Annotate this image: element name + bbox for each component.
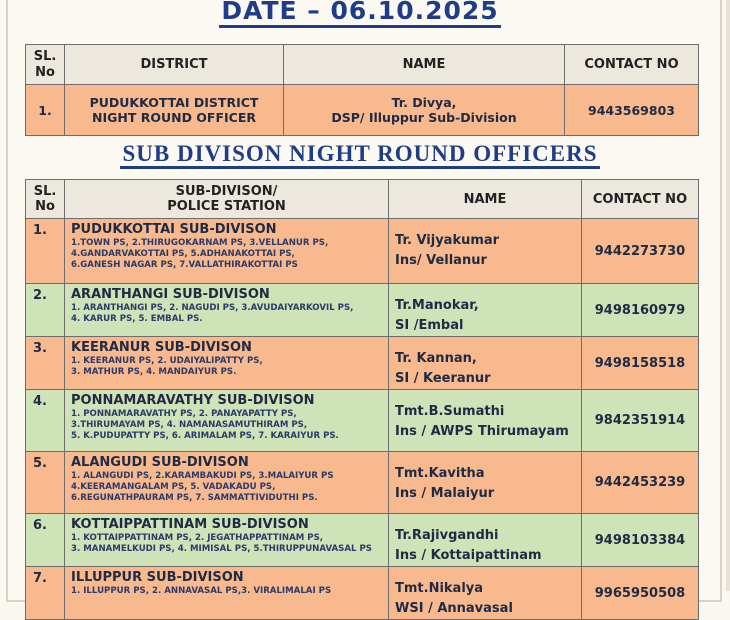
- sub-header-division-l2: POLICE STATION: [167, 199, 286, 214]
- contact-number: 9498158518: [582, 337, 699, 390]
- sub-division-row: [26, 514, 699, 567]
- officer-name: Tr. Vijyakumar: [395, 233, 500, 248]
- officer-cell: [389, 284, 582, 337]
- sub-division-row: [26, 452, 699, 514]
- sub-header-sl: [26, 180, 65, 219]
- police-station-line: 1. KEERANUR PS, 2. UDAIYALIPATTY PS,: [71, 356, 263, 366]
- header-name: NAME: [284, 45, 565, 85]
- district-line-2: NIGHT ROUND OFFICER: [92, 110, 256, 125]
- sub-header-division: [65, 180, 389, 219]
- row-sl: 6.: [26, 514, 65, 567]
- sub-division-name: KOTTAIPPATTINAM SUB-DIVISON: [71, 517, 309, 532]
- police-station-line: 3. MANAMELKUDI PS, 4. MIMISAL PS, 5.THIRUPPUNAVASAL PS: [71, 544, 372, 554]
- contact-number: 9842351914: [582, 390, 699, 452]
- officer-designation: Ins/ Vellanur: [395, 253, 487, 268]
- sub-division-name: ALANGUDI SUB-DIVISON: [71, 455, 249, 470]
- sub-division-cell: [65, 219, 389, 284]
- sub-division-name: KEERANUR SUB-DIVISON: [71, 340, 252, 355]
- sub-division-cell: [65, 284, 389, 337]
- officer-name: Tr.Rajivgandhi: [395, 528, 499, 543]
- contact-number: 9442453239: [582, 452, 699, 514]
- district-sl: 1.: [26, 85, 65, 136]
- contact-number: 9498160979: [582, 284, 699, 337]
- row-sl: 1.: [26, 219, 65, 284]
- sub-division-title-text: SUB DIVISON NIGHT ROUND OFFICERS: [120, 141, 599, 169]
- officer-designation: Ins / Malaiyur: [395, 486, 495, 501]
- police-station-line: 1.TOWN PS, 2.THIRUGOKARNAM PS, 3.VELLANUR PS,: [71, 238, 329, 248]
- officer-cell: [389, 567, 582, 620]
- police-station-line: 3.THIRUMAYAM PS, 4. NAMANASAMUTHIRAM PS,: [71, 420, 308, 430]
- officer-designation: SI /Embal: [395, 318, 464, 333]
- police-station-line: 1. PONNAMARAVATHY PS, 2. PANAYAPATTY PS,: [71, 409, 297, 419]
- sub-division-table: [25, 179, 699, 620]
- header-district: DISTRICT: [65, 45, 284, 85]
- sub-header-contact: CONTACT NO: [582, 180, 699, 219]
- police-station-list: [71, 303, 388, 325]
- officer-cell: [389, 514, 582, 567]
- row-sl: 4.: [26, 390, 65, 452]
- police-station-list: [71, 238, 388, 271]
- police-station-line: 4.GANDARVAKOTTAI PS, 5.ADHANAKOTTAI PS,: [71, 249, 295, 259]
- officer-name: Tr. Kannan,: [395, 351, 477, 366]
- police-station-line: 1. ARANTHANGI PS, 2. NAGUDI PS, 3.AVUDAIYARKOVIL PS,: [71, 303, 354, 313]
- officer-cell: [389, 452, 582, 514]
- police-station-line: 6.REGUNATHPAURAM PS, 7. SAMMATTIVIDUTHI PS.: [71, 493, 318, 503]
- police-station-list: [71, 471, 388, 504]
- police-station-line: 6.GANESH NAGAR PS, 7.VALLATHIRAKOTTAI PS: [71, 260, 298, 270]
- district-officer-designation: DSP/ Illuppur Sub-Division: [331, 110, 517, 125]
- sub-division-row: [26, 337, 699, 390]
- district-cell: [65, 85, 284, 136]
- police-station-line: 4. KARUR PS, 5. EMBAL PS.: [71, 314, 203, 324]
- sub-division-name: PUDUKKOTTAI SUB-DIVISON: [71, 222, 277, 237]
- police-station-line: 5. K.PUDUPATTY PS, 6. ARIMALAM PS, 7. KARAIYUR PS.: [71, 431, 339, 441]
- contact-number: 9498103384: [582, 514, 699, 567]
- row-sl: 7.: [26, 567, 65, 620]
- police-station-list: [71, 409, 388, 442]
- sub-division-row: [26, 219, 699, 284]
- sub-header-name: NAME: [389, 180, 582, 219]
- contact-number: 9442273730: [582, 219, 699, 284]
- sub-division-rows: [26, 219, 699, 620]
- sub-division-row: [26, 284, 699, 337]
- sub-division-name: PONNAMARAVATHY SUB-DIVISON: [71, 393, 315, 408]
- officer-designation: Ins / AWPS Thirumayam: [395, 424, 569, 439]
- sub-division-cell: [65, 452, 389, 514]
- officer-cell: [389, 390, 582, 452]
- police-station-line: 1. KOTTAIPPATTINAM PS, 2. JEGATHAPPATTINAM PS,: [71, 533, 324, 543]
- district-officer-cell: [284, 85, 565, 136]
- row-sl: 5.: [26, 452, 65, 514]
- row-sl: 3.: [26, 337, 65, 390]
- date-title-text: DATE – 06.10.2025: [219, 0, 500, 28]
- sub-division-cell: [65, 337, 389, 390]
- police-station-line: 4.KEERAMANGALAM PS, 5. VADAKADU PS,: [71, 482, 276, 492]
- sub-header-sl-l1: SL.: [33, 184, 57, 199]
- date-title: [8, 0, 712, 25]
- police-station-list: [71, 533, 388, 555]
- header-contact: CONTACT NO: [565, 45, 699, 85]
- officer-name: Tmt.B.Sumathi: [395, 404, 505, 419]
- sub-division-name: ILLUPPUR SUB-DIVISON: [71, 570, 244, 585]
- district-table: [25, 44, 699, 136]
- sub-header-division-l1: SUB-DIVISON/: [175, 184, 278, 199]
- police-station-line: 3. MATHUR PS, 4. MANDAIYUR PS.: [71, 367, 237, 377]
- page-edge: [726, 0, 730, 591]
- row-sl: 2.: [26, 284, 65, 337]
- district-officer-name: Tr. Divya,: [391, 95, 457, 110]
- sub-division-cell: [65, 567, 389, 620]
- sub-division-row: [26, 567, 699, 620]
- officer-name: Tmt.Kavitha: [395, 466, 485, 481]
- officer-cell: [389, 219, 582, 284]
- sub-division-row: [26, 390, 699, 452]
- contact-number: 9965950508: [582, 567, 699, 620]
- police-station-list: [71, 356, 388, 378]
- district-line-1: PUDUKKOTTAI DISTRICT: [89, 95, 259, 110]
- sub-division-name: ARANTHANGI SUB-DIVISON: [71, 287, 270, 302]
- police-station-list: [71, 586, 388, 597]
- sub-division-cell: [65, 514, 389, 567]
- officer-designation: Ins / Kottaipattinam: [395, 548, 542, 563]
- officer-cell: [389, 337, 582, 390]
- district-contact: 9443569803: [565, 85, 699, 136]
- officer-designation: WSI / Annavasal: [395, 601, 513, 616]
- police-station-line: 1. ILLUPPUR PS, 2. ANNAVASAL PS,3. VIRALIMALAI PS: [71, 586, 332, 596]
- police-station-line: 1. ALANGUDI PS, 2.KARAMBAKUDI PS, 3.MALAIYUR PS: [71, 471, 334, 481]
- sub-division-cell: [65, 390, 389, 452]
- sub-division-title: [8, 141, 712, 167]
- officer-designation: SI / Keeranur: [395, 371, 491, 386]
- document-page: [6, 0, 722, 616]
- header-sl-no: [26, 45, 65, 85]
- header-sl-no-text: SL. No: [33, 48, 57, 80]
- officer-name: Tr.Manokar,: [395, 298, 479, 313]
- officer-name: Tmt.Nikalya: [395, 581, 484, 596]
- sub-header-sl-l2: No: [35, 199, 55, 214]
